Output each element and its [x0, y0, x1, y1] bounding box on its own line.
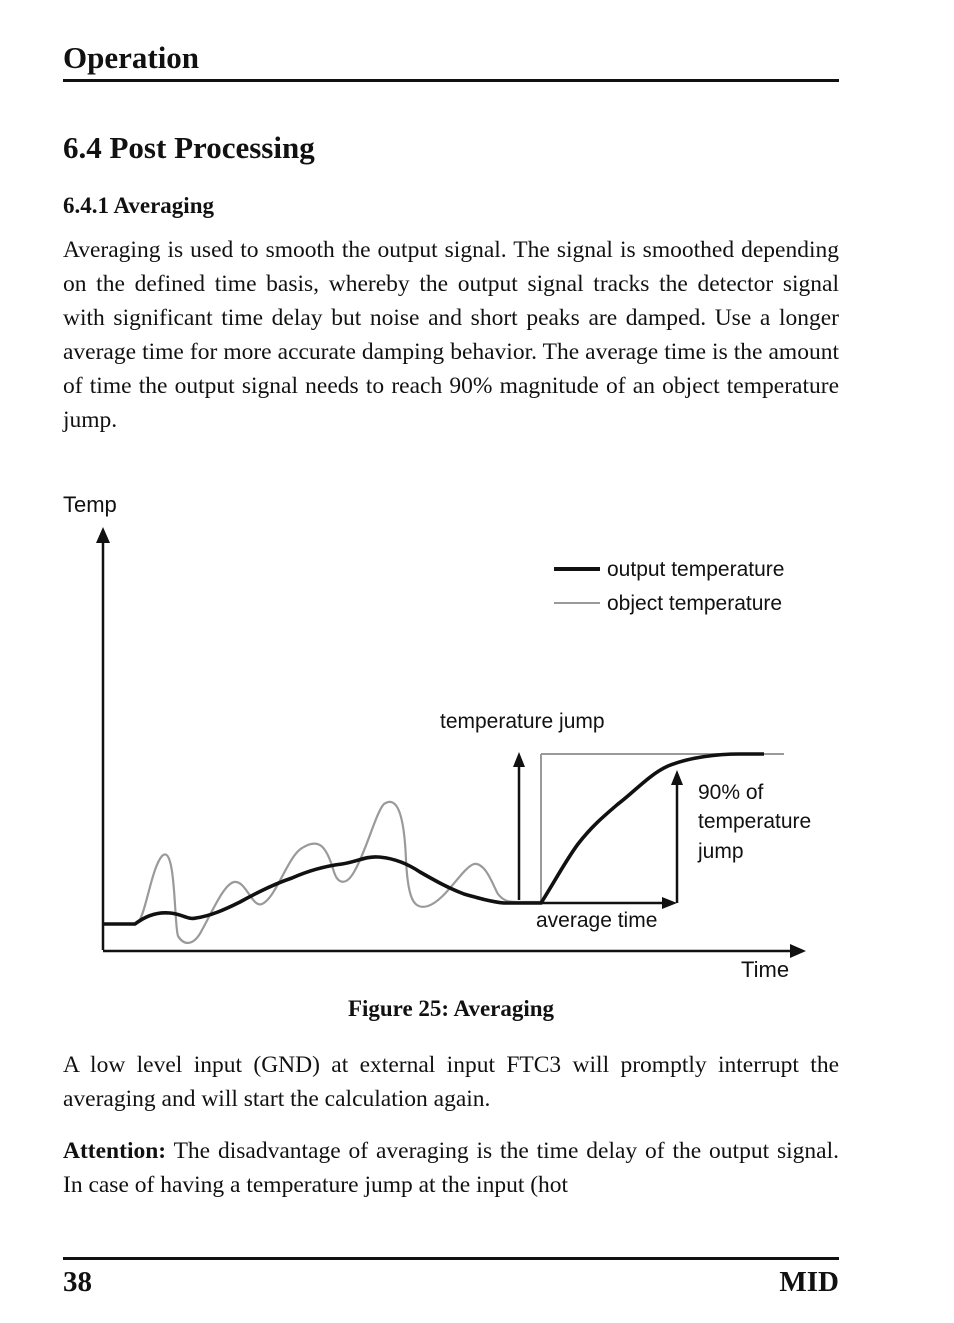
footer-rule: [63, 1257, 839, 1260]
ninety-arrow-head: [671, 770, 683, 785]
attention-text: The disadvantage of averaging is the time delay of the output signal. In case of having a temperature jump at the input (hot: [63, 1138, 839, 1198]
figure-caption: Figure 25: Averaging: [347, 996, 555, 1021]
paragraph-averaging-intro: Averaging is used to smooth the output signal. The signal is smoothed depending on the defined time basis, whereby the output signal tracks the detector signal with significant time delay but noise and short peaks are damped. Use a longer average time for more accurate damping behavior. The average time is the amount of time the output signal needs to reach 90% magnitude of an object temperature jump.: [63, 237, 839, 433]
jump-arrow-head: [513, 752, 525, 767]
y-axis-label: Temp: [63, 492, 117, 517]
subsection-title: 6.4.1 Averaging: [63, 193, 214, 218]
page-number: 38: [63, 1266, 92, 1298]
average-time-arrow-head: [662, 897, 677, 909]
y-axis-arrow: [96, 527, 110, 543]
ninety-label-2: temperature: [698, 810, 812, 833]
page-header-title: Operation: [63, 40, 200, 75]
x-axis-arrow: [790, 944, 806, 958]
average-time-label: average time: [536, 909, 658, 932]
ninety-label-1: 90% of: [698, 781, 764, 804]
attention-label: Attention:: [63, 1138, 167, 1164]
x-axis-label: Time: [741, 957, 790, 982]
legend-output-label: output temperature: [607, 558, 785, 581]
averaging-figure: [0, 480, 954, 990]
footer-brand: MID: [779, 1266, 839, 1298]
header-rule: [63, 79, 839, 82]
paragraph-attention: [63, 1134, 839, 1202]
temperature-jump-label: temperature jump: [440, 710, 605, 733]
legend-object-label: object temperature: [607, 592, 783, 615]
section-title: 6.4 Post Processing: [63, 130, 315, 165]
paragraph-ftc3: A low level input (GND) at external input FTC3 will promptly interrupt the averaging and will start the calculation again.: [63, 1052, 839, 1112]
ninety-label-3: jump: [698, 840, 744, 863]
